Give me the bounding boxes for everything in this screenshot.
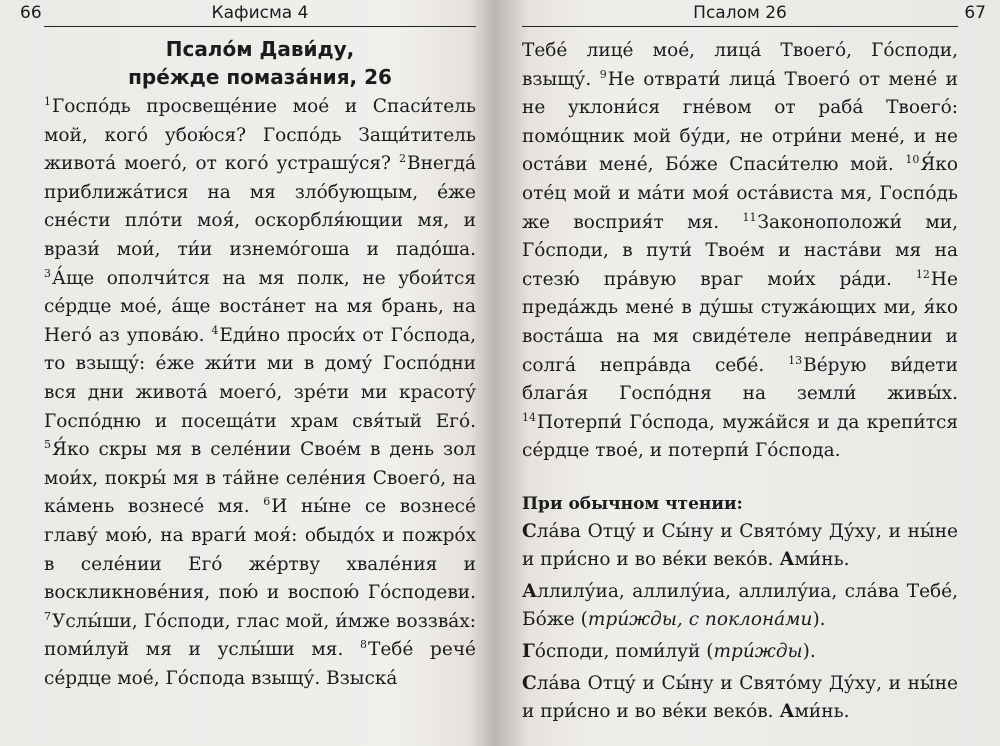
prayer-text: ми́нь. bbox=[794, 700, 850, 722]
verse-text: Законоположи́ ми, Го́споди, в пути́ Твое́м и наста́ви мя на стезю́ пра́вую враг мои́х ра́ди. bbox=[522, 211, 958, 290]
psalm-title-line: пре́жде помаза́ния, 26 bbox=[128, 65, 392, 89]
verse-number: 8 bbox=[360, 638, 367, 652]
verse-text: Не преда́ждь мене́ в ду́шы стужа́ющих ми, я́ко воста́ша на мя свиде́теле непра́веднии и солга́ непра́вда себе́. bbox=[522, 268, 958, 376]
verse-number: 5 bbox=[44, 438, 51, 452]
drop-letter: А bbox=[779, 548, 795, 570]
drop-letter: С bbox=[522, 672, 537, 694]
verse-text: А́ще ополчи́тся на мя полк, не убои́тся се́рдце мое́, а́ще воста́нет на мя брань, на Него́ аз упова́ю. bbox=[44, 267, 476, 346]
verse-number: 4 bbox=[211, 323, 219, 337]
running-title: Псалом 26 bbox=[693, 3, 787, 23]
verse-text: Я́ко скры мя в селе́нии Свое́м в день зол мои́х, покры́ мя в та́йне селе́ния Своего́, на ка́мень вознесе́ мя. bbox=[44, 439, 476, 518]
verse-text: Внегда́ приближа́тися на мя зло́бующым, е́же сне́сти пло́ти моя́, оскорбля́ющии мя, и врази́ мои́, ти́и изнемо́гоша и падо́ша. bbox=[44, 153, 476, 260]
prayer-text: ла́ва Отцу́ и Сы́ну и Свято́му Ду́ху, и ны́не и при́сно и во ве́ки веко́в. bbox=[522, 672, 958, 722]
lord-have-mercy-prayer bbox=[522, 638, 958, 666]
drop-letter: А bbox=[522, 580, 538, 602]
left-page bbox=[0, 0, 492, 746]
verse-text: И ны́не се вознесе́ главу́ мою́, на враги́ моя́: обыдо́х и пожро́х в селе́нии Его́ же́ртву хвале́ния и воскликнове́ния, пою́ и воспою́ Го́сподеви. bbox=[44, 496, 476, 604]
right-page bbox=[508, 0, 1000, 746]
verse-number: 7 bbox=[44, 609, 51, 623]
verse-number: 1 bbox=[44, 95, 51, 108]
prayer-text: ). bbox=[812, 608, 826, 630]
rubric-text: три́жды bbox=[713, 640, 803, 662]
verse-number: 6 bbox=[263, 495, 271, 509]
prayer-text: ла́ва Отцу́ и Сы́ну и Свято́му Ду́ху, и ны́не и при́сно и во ве́ки веко́в. bbox=[522, 520, 958, 570]
running-header bbox=[522, 0, 986, 27]
page-number: 67 bbox=[964, 3, 986, 23]
section-heading: При обычном чтении: bbox=[522, 493, 743, 514]
psalm-title-line: Псало́м Дави́ду, bbox=[165, 37, 355, 61]
page-number: 66 bbox=[20, 3, 42, 23]
verse-text: Тебе́ лице́ мое́, лица́ Твоего́, Го́споди, взыщу́. bbox=[522, 40, 958, 90]
psalm-text bbox=[522, 37, 958, 466]
verse-number: 13 bbox=[788, 353, 803, 367]
rubric-text: три́жды, с поклона́ми bbox=[587, 608, 813, 630]
alleluia-prayer bbox=[522, 578, 958, 634]
verse-text: Госпо́дь просвеще́ние мое́ и Спаси́тель мой, кого́ убою́ся? Госпо́дь Защи́титель живота́ моего́, от кого́ устрашу́ся? bbox=[44, 96, 476, 175]
running-header bbox=[20, 0, 476, 27]
verse-text: Я́ко оте́ц мой и ма́ти моя́ оста́виста мя, Госпо́дь же восприя́т мя. bbox=[522, 154, 958, 233]
verse-text: Услы́ши, Го́споди, глас мой, и́мже воззва́х: поми́луй мя и услы́ши мя. bbox=[44, 610, 476, 661]
verse-number: 12 bbox=[915, 267, 930, 281]
glory-prayer bbox=[522, 670, 958, 726]
verse-text: Тебе́ рече́ се́рдце мое́, Го́спода взыщу́. Взыска́ bbox=[44, 639, 476, 689]
verse-text: Ве́рую ви́дети блага́я Госпо́дня на земли́ живы́х. bbox=[522, 354, 958, 405]
psalm-title bbox=[44, 35, 476, 91]
verse-number: 9 bbox=[599, 67, 607, 81]
drop-letter: Г bbox=[522, 640, 535, 662]
psalm-text bbox=[44, 93, 476, 693]
verse-text: Еди́но проси́х от Го́спода, то взыщу́: е́же жи́ти ми в дому́ Госпо́дни вся дни живота́ моего́, зре́ти ми красоту́ Госпо́дню и посеща́ти храм свя́тый Его́. bbox=[44, 324, 476, 432]
verse-text: Потерпи́ Го́спода, мужа́йся и да крепи́тся се́рдце твое́, и потерпи́ Го́спода. bbox=[522, 411, 958, 462]
prayer-text: о́споди, поми́луй ( bbox=[534, 640, 714, 662]
verse-number: 10 bbox=[905, 153, 920, 167]
running-title: Кафисма 4 bbox=[211, 3, 309, 23]
prayer-text: ллилу́иа, аллилу́иа, аллилу́иа, сла́ва Тебе́, Бо́же ( bbox=[522, 580, 958, 630]
verse-number: 11 bbox=[742, 210, 757, 224]
drop-letter: А bbox=[779, 700, 795, 722]
prayer-text: ми́нь. bbox=[794, 548, 850, 570]
prayer-text: ). bbox=[802, 640, 816, 662]
verse-number: 3 bbox=[44, 266, 51, 280]
verse-number: 14 bbox=[522, 410, 536, 424]
glory-prayer bbox=[522, 518, 958, 574]
verse-text: Не отврати́ лица́ Твоего́ от мене́ и не уклони́ся гне́вом от раба́ Твоего́: помо́щник мой бу́ди, не отри́ни мене́, и не оста́ви мене́, Бо́же Спаси́телю мой. bbox=[522, 68, 958, 176]
drop-letter: С bbox=[522, 520, 537, 542]
verse-number: 2 bbox=[399, 152, 406, 166]
